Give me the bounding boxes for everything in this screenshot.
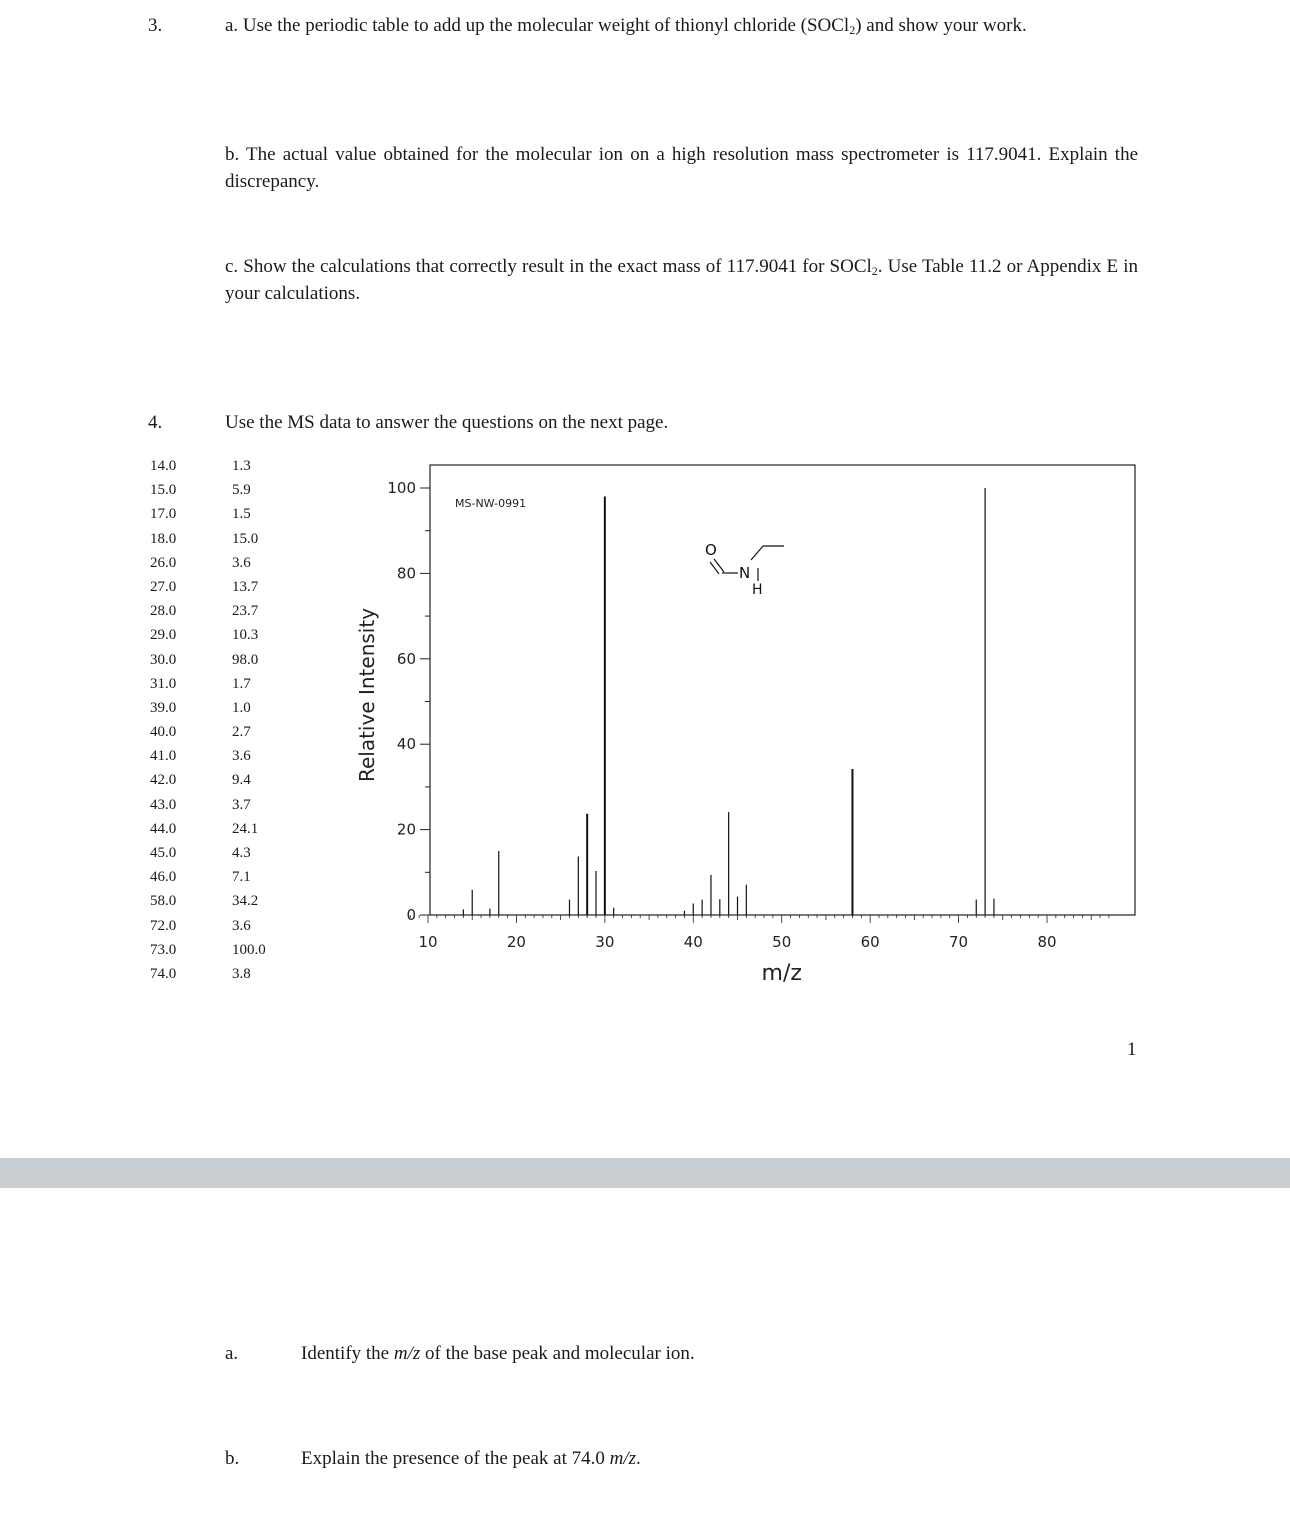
question-3a-text-part1: a. Use the periodic table to add up the molecular weight of thionyl chloride (SOCl	[225, 15, 850, 36]
ms-table-mz-cell: 31.0	[150, 675, 177, 692]
ms-table-intensity-cell: 15.0	[232, 530, 259, 547]
ms-table-intensity-cell: 1.3	[232, 458, 251, 474]
ms-table-mz-cell: 73.0	[150, 941, 177, 958]
ms-table-mz-cell: 14.0	[150, 458, 177, 474]
question-4a-text	[301, 1340, 695, 1367]
question-4b-italic: m/z	[609, 1448, 637, 1469]
x-tick-label: 30	[595, 933, 615, 951]
ms-table-intensity-column	[232, 454, 266, 986]
page-separator	[0, 1158, 1290, 1188]
ms-table-mz-cell: 27.0	[150, 578, 177, 595]
y-tick-label: 20	[396, 820, 416, 839]
ms-table-intensity-cell: 9.4	[232, 772, 251, 789]
ms-table-mz-cell: 58.0	[150, 893, 177, 910]
ms-table-mz-cell: 74.0	[150, 965, 177, 982]
ms-table-intensity-cell: 98.0	[232, 651, 259, 668]
ms-table-intensity-cell: 1.5	[232, 506, 251, 523]
ms-table-mz-cell: 72.0	[150, 917, 177, 934]
ms-table-mz-cell: 40.0	[150, 724, 177, 741]
y-tick-label: 60	[396, 649, 416, 668]
ms-table-intensity-cell: 2.7	[232, 724, 251, 741]
question-4b-label: b.	[225, 1448, 240, 1469]
question-3-number: 3.	[148, 15, 163, 36]
ms-table-intensity-cell: 7.1	[232, 869, 251, 886]
question-3a-text	[225, 12, 1027, 39]
question-4b-text-part2: .	[636, 1448, 641, 1469]
page-number: 1	[1127, 1039, 1137, 1060]
ms-table-mz-cell: 26.0	[150, 554, 177, 571]
question-3c-subscript: 2	[871, 264, 878, 278]
question-4a-italic: m/z	[393, 1343, 421, 1364]
ms-table-intensity-cell: 5.9	[232, 482, 251, 499]
structure-atom-h: H	[752, 582, 763, 598]
ms-table-mz-cell: 43.0	[150, 796, 177, 813]
x-axis-label: m/z	[761, 961, 802, 986]
ms-table-intensity-cell: 3.6	[232, 748, 251, 765]
ms-table-mz-cell: 18.0	[150, 530, 177, 547]
x-tick-label: 80	[1037, 933, 1057, 951]
ms-table-intensity-cell: 24.1	[232, 820, 259, 837]
chart-title: MS-NW-0991	[455, 497, 527, 510]
question-3a-text-part2: ) and show your work.	[855, 15, 1027, 36]
ms-table-intensity-cell: 4.3	[232, 845, 251, 861]
ms-table-intensity-cell: 13.7	[232, 578, 259, 595]
x-tick-label: 10	[418, 933, 438, 951]
ms-table-mz-cell: 15.0	[150, 482, 177, 499]
question-4-intro: Use the MS data to answer the questions on the next page.	[225, 412, 669, 433]
ms-table-intensity-cell: 1.7	[232, 675, 251, 692]
ms-spectrum-chart	[340, 455, 1140, 990]
question-4-number: 4.	[148, 412, 163, 433]
structure-bond	[751, 546, 763, 560]
question-3c-text	[225, 253, 1138, 307]
molecule-structure	[705, 541, 784, 598]
x-tick-label: 20	[506, 933, 526, 951]
question-3c-text-part2: . Use Table 11.2 or Appendix E in your calculations.	[225, 256, 1138, 304]
x-tick-label: 70	[949, 933, 969, 951]
ms-table-mz-cell: 39.0	[150, 699, 177, 716]
ms-table-intensity-cell: 1.0	[232, 699, 251, 716]
question-4b-text	[301, 1445, 641, 1472]
ms-table-intensity-cell: 34.2	[232, 893, 259, 910]
ms-table-mz-cell: 45.0	[150, 845, 177, 861]
y-tick-label: 40	[396, 735, 416, 754]
ms-table-intensity-cell: 10.3	[232, 627, 259, 644]
ms-table-mz-cell: 29.0	[150, 627, 177, 644]
ms-table-mz-cell: 44.0	[150, 820, 177, 837]
y-axis-label: Relative Intensity	[355, 607, 379, 783]
ms-table-intensity-cell: 23.7	[232, 603, 259, 620]
structure-atom-n: N	[739, 564, 751, 582]
plot-frame	[430, 465, 1135, 915]
question-4a-label: a.	[225, 1343, 239, 1364]
ms-table-intensity-cell: 3.6	[232, 917, 251, 934]
ms-table-mz-cell: 28.0	[150, 603, 177, 620]
ms-table-intensity-cell: 3.6	[232, 554, 251, 571]
y-tick-label: 0	[406, 906, 416, 924]
question-4a-text-part2: of the base peak and molecular ion.	[420, 1343, 695, 1364]
x-tick-label: 40	[683, 933, 703, 951]
x-tick-label: 50	[772, 933, 792, 951]
ms-table-mz-cell: 17.0	[150, 506, 177, 523]
ms-table-mz-cell: 30.0	[150, 651, 177, 668]
ms-table-mz-cell: 42.0	[150, 772, 177, 789]
question-3c-text-part1: c. Show the calculations that correctly result in the exact mass of 117.9041 for SOCl	[225, 256, 872, 277]
question-3b-text: b. The actual value obtained for the molecular ion on a high resolution mass spectrometer is 117.9041. Explain the discrepancy.	[225, 144, 1138, 192]
x-tick-label: 60	[860, 933, 880, 951]
question-4b-text-part1: Explain the presence of the peak at 74.0	[301, 1448, 610, 1469]
ms-table-intensity-cell: 3.8	[232, 965, 251, 982]
ms-table-intensity-cell: 100.0	[232, 941, 266, 958]
ms-table-mz-cell: 41.0	[150, 748, 177, 765]
ms-table-intensity-cell: 3.7	[232, 796, 251, 813]
y-tick-label: 80	[396, 564, 416, 583]
question-3a-subscript: 2	[849, 23, 856, 37]
y-tick-label: 100	[387, 479, 416, 497]
ms-table-mz-column	[150, 454, 176, 986]
question-4a-text-part1: Identify the	[301, 1343, 394, 1364]
ms-table-mz-cell: 46.0	[150, 869, 177, 886]
structure-atom-o: O	[705, 541, 717, 559]
